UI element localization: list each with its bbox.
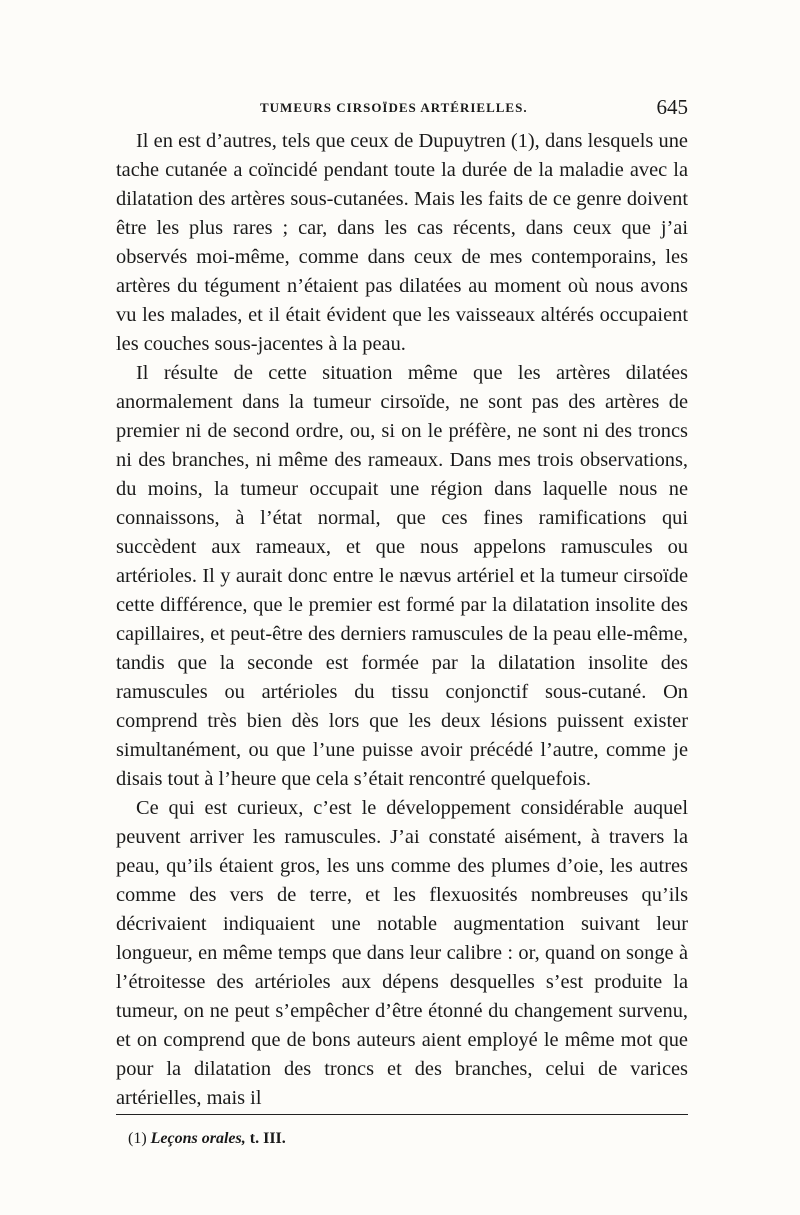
- footnote: [128, 1130, 286, 1148]
- body-text: [116, 127, 688, 1113]
- paragraph: Il en est d’autres, tels que ceux de Dupuytren (1), dans lesquels une tache cutanée a coïncidé pendant toute la durée de la maladie avec la dilatation des artères sous-cutanées. Mais les faits de ce genre doivent être les plus rares ; car, dans les cas récents, dans ceux que j’ai observés moi-même, comme dans ceux de mes contemporains, les artères du tégument n’étaient pas dilatées au moment où nous avons vu les malades, et il était évident que les vaisseaux altérés occupaient les couches sous-jacentes à la peau.: [116, 130, 688, 355]
- page-number: 645: [656, 95, 688, 119]
- paragraph: Il résulte de cette situation même que les artères dilatées anormalement dans la tumeur cirsoïde, ne sont pas des artères de premier ni de second ordre, ou, si on le préfère, ne sont ni des troncs ni des branches, ni même des rameaux. Dans mes trois observations, du moins, la tumeur occupait une région dans laquelle nous ne connaissons, à l’état normal, que ces fines ramifications qui succèdent aux rameaux, et que nous appelons ramuscules ou artérioles. Il y aurait donc entre le nævus artériel et la tumeur cirsoïde cette différence, que le premier est formé par la dilatation insolite des capillaires, et peut-être des derniers ramuscules de la peau elle-même, tandis que la seconde est formée par la dilatation insolite des ramuscules ou artérioles du tissu conjonctif sous-cutané. On comprend très bien dès lors que les deux lésions puissent exister simultanément, ou que l’une puisse avoir précédé l’autre, comme je disais tout à l’heure que cela s’était rencontré quelquefois.: [116, 362, 688, 790]
- running-title: TUMEURS CIRSOÏDES ARTÉRIELLES.: [260, 100, 528, 115]
- running-head: [116, 95, 688, 120]
- paragraph: Ce qui est curieux, c’est le développement considérable auquel peuvent arriver les ramuscules. J’ai constaté aisément, à travers la peau, qu’ils étaient gros, les uns comme des plumes d’oie, les autres comme des vers de terre, et les flexuosités nombreuses qu’ils décrivaient indiquaient une notable augmentation suivant leur longueur, en même temps que dans leur calibre : or, quand on songe à l’étroitesse des artérioles aux dépens desquelles s’est produite la tumeur, on ne peut s’empêcher d’être étonné du changement survenu, et on comprend que de bons auteurs aient employé le même mot que pour la dilatation des troncs et des branches, celui de varices artérielles, mais il: [116, 797, 688, 1109]
- footnote-marker: (1): [128, 1130, 147, 1147]
- footnote-divider: [116, 1114, 688, 1115]
- footnote-volume: t. III.: [249, 1130, 286, 1147]
- footnote-title: Leçons orales,: [150, 1130, 246, 1147]
